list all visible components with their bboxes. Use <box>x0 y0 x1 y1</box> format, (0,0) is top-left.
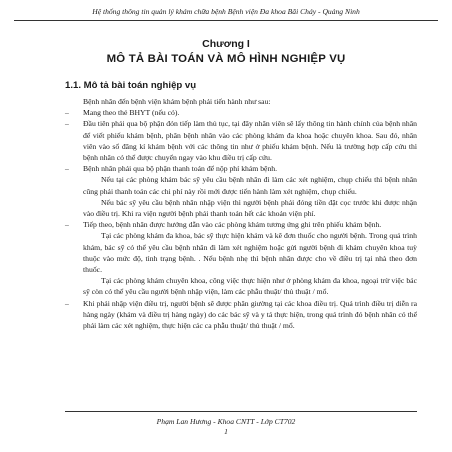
dash-bullet: – <box>65 164 69 174</box>
sub-paragraph: Nếu tại các phòng khám bác sỹ yêu cầu bệnh nhân đi làm các xét nghiệm, chụp chiếu thì bệnh nhân cũng phải thanh toán các chi phí này rồi mới được tiến hành làm xét nghiệm, chụp chiếu. <box>83 175 417 196</box>
chapter-label: Chương I <box>202 38 250 50</box>
list-item <box>65 107 417 118</box>
list-item-text: Khi phải nhập viện điều trị, người bệnh sẽ được phân giường tại các khoa điều trị. Quá trình điều trị diễn ra hàng ngày (khám và điều trị hàng ngày) do các bác sỹ và y tá thực hiện, trong quá trình đó bệnh nhân có thể phải làm các xét nghiệm, thực hiện các ca phẫu thuật/ thủ thuật / mổ. <box>83 298 417 331</box>
list-item <box>65 219 417 230</box>
sub-paragraph: Tại các phòng khám đa khoa, bác sỹ thực hiện khám và kê đơn thuốc cho người bệnh. Trong quá trình khám, bác sỹ có thể yêu cầu bệnh nhân đi làm xét nghiệm hoặc gửi người bệnh đi khám chuyên khoa tuỳ thuộc vào mức độ, tình trạng bệnh. . Nếu bệnh nhẹ thì bệnh nhân được cho về điều trị tại nhà theo đơn thuốc. <box>83 231 417 275</box>
list-item-text: Đầu tiên phải qua bộ phận đón tiếp làm thủ tục, tại đây nhân viên sẽ lấy thông tin hành chính của bệnh nhân để viết phiếu khám bệnh, phân bệnh nhân vào các phòng khám đa khoa hoặc chuyên khoa. Sau đó, nhân viên vào sổ đăng kí khám bệnh với các thông tin như ở phiếu khám bệnh. Nếu là trường hợp cấp cứu thì bệnh nhân có thể được chuyển ngay vào khu điều trị cấp cứu. <box>83 119 417 163</box>
list-item-text: Bệnh nhân phải qua bộ phận thanh toán để nộp phí khám bệnh. <box>83 164 278 174</box>
running-header: Hệ thống thông tin quản lý khám chữa bệnh Bệnh viện Đa khoa Bãi Cháy - Quảng Ninh <box>92 7 360 16</box>
list-item <box>65 298 417 332</box>
sub-paragraph: Tại các phòng khám chuyên khoa, công việc thực hiện như ở phòng khám đa khoa, ngoại trừ việc bác sỹ còn có thể yêu cầu người bệnh nhập viện, làm các phẫu thuật/ thủ thuật / mổ. <box>83 276 417 297</box>
dash-bullet: – <box>65 119 69 129</box>
list-item <box>65 118 417 163</box>
list-item-text: Mang theo thẻ BHYT (nếu có). <box>83 108 180 118</box>
list-item <box>65 163 417 174</box>
chapter-title: MÔ TẢ BÀI TOÁN VÀ MÔ HÌNH NGHIỆP VỤ <box>106 53 346 65</box>
sub-paragraph: Nếu bác sỹ yêu cầu bệnh nhân nhập viện thì người bệnh phải đóng tiền đặt cọc trước khi được nhận vào điều trị. Khi ra viện người bệnh phải thanh toán hết các khoản viện phí. <box>83 197 417 219</box>
list-item-text: Tiếp theo, bệnh nhân được hướng dẫn vào các phòng khám tương ứng ghi trên phiếu khám bệnh. <box>83 220 382 230</box>
header-rule <box>14 20 438 21</box>
body-text <box>65 96 417 331</box>
dash-bullet: – <box>65 298 69 308</box>
dash-bullet: – <box>65 108 69 118</box>
running-footer: Phạm Lan Hương - Khoa CNTT - Lớp CT702 <box>156 417 296 426</box>
section-heading: 1.1. Mô tả bài toán nghiệp vụ <box>65 80 197 91</box>
page-number: 1 <box>224 427 228 436</box>
footer-rule <box>65 411 417 412</box>
intro-paragraph: Bệnh nhân đến bệnh viện khám bệnh phải tiến hành như sau: <box>83 97 271 106</box>
dash-bullet: – <box>65 220 69 230</box>
